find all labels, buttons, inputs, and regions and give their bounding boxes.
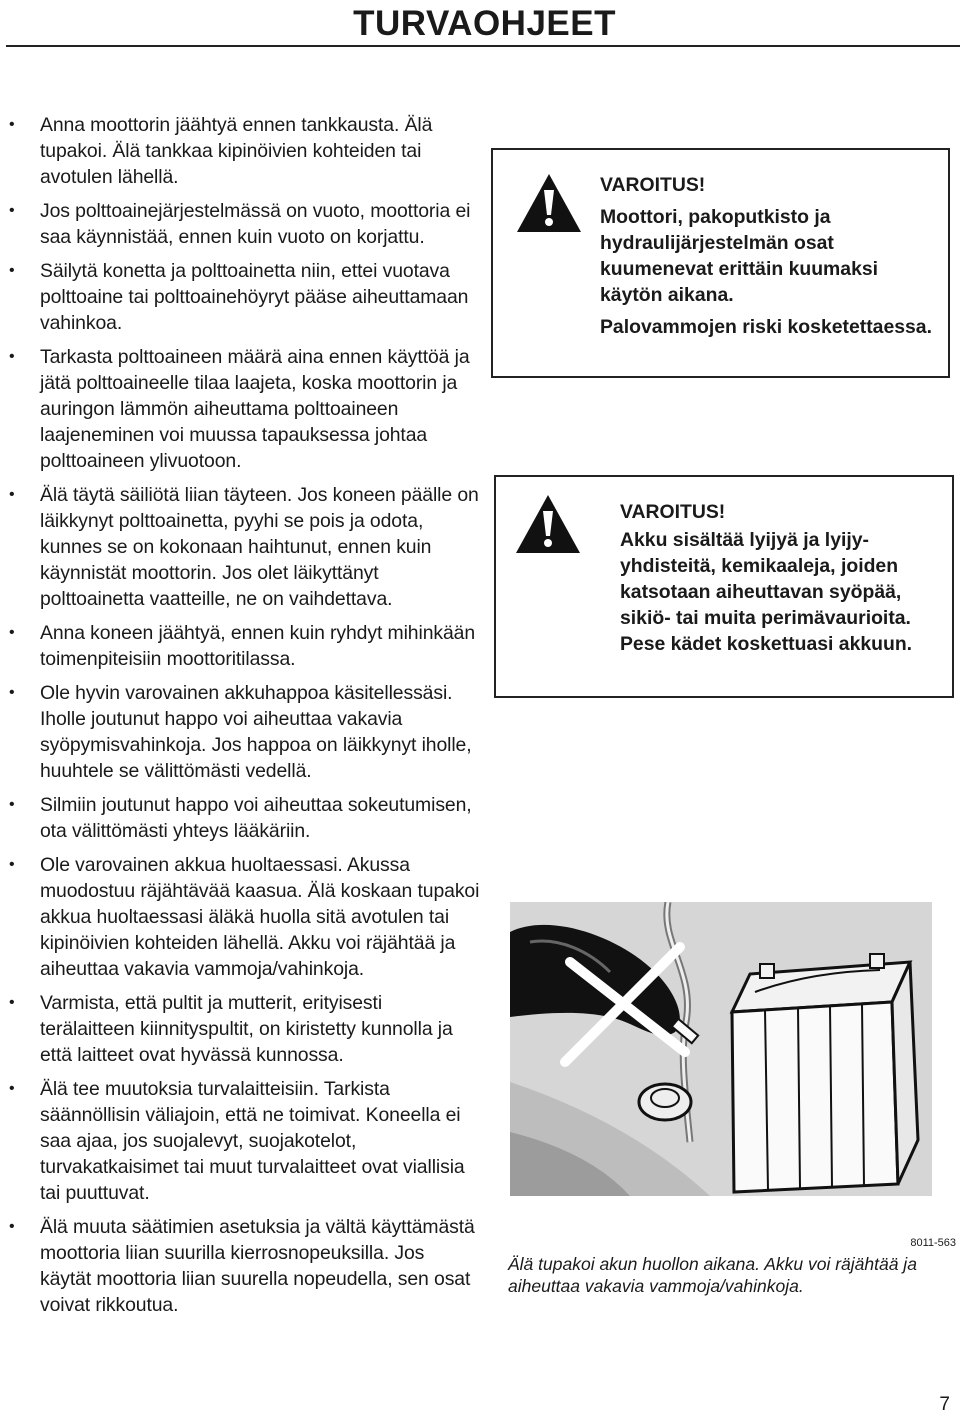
bullet-icon: • (9, 684, 15, 701)
list-item (0, 198, 480, 250)
bullet-icon: • (9, 486, 15, 503)
list-item (0, 792, 480, 844)
title-divider (6, 45, 960, 47)
page-title: TURVAOHJEET (353, 4, 616, 43)
list-item-text: Ole hyvin varovainen akkuhappoa käsitellessäsi. Iholle joutunut happo voi aiheuttaa vakavia syöpymisvahinkoja. Jos happoa on läikkynyt iholle, huuhtele se välittömästi vedellä. (40, 682, 472, 782)
warning-text (620, 499, 945, 657)
bullet-icon: • (9, 262, 15, 279)
list-item-text: Älä muuta säätimien asetuksia ja vältä käyttämästä moottoria liian suurilla kierrosnopeuksilla. Jos käytät moottoria liian suurella nopeudella, sen osat voivat rikkoutua. (40, 1216, 475, 1316)
warning-message: Akku sisältää lyijyä ja lyijy-yhdisteitä, kemikaaleja, joiden katsotaan aiheuttavan syöpää, sikiö- tai muita perimävaurioita. Pese kädet koskettuasi akkuun. (620, 529, 913, 655)
bullet-icon: • (9, 348, 15, 365)
warning-triangle-icon (514, 493, 582, 560)
bullet-icon: • (9, 116, 15, 133)
warning-message: Moottori, pakoputkisto ja hydraulijärjestelmän osat kuumenevat erittäin kuumaksi käytön aikana. (600, 206, 879, 306)
list-item-text: Anna koneen jäähtyä, ennen kuin ryhdyt mihinkään toimenpiteisiin moottoritilassa. (40, 622, 476, 670)
warning-heading: VAROITUS! (600, 174, 706, 196)
safety-instructions-list (0, 112, 480, 1326)
list-item (0, 482, 480, 612)
list-item-text: Älä tee muutoksia turvalaitteisiin. Tarkista säännöllisin väliajoin, että ne toimivat. Koneella ei saa ajaa, jos suojalevyt, suojakotelot, turvakatkaisimet tai muut turvalaitteet ovat viallisia tai puuttuvat. (40, 1078, 465, 1204)
warning-message: Palovammojen riski kosketettaessa. (600, 316, 932, 338)
warning-triangle-icon (515, 172, 583, 239)
list-item-text: Säilytä konetta ja polttoainetta niin, ettei vuotava polttoaine tai polttoainehöyryt pääse aiheuttamaan vahinkoa. (40, 260, 469, 334)
bullet-icon: • (9, 202, 15, 219)
page-number: 7 (939, 1394, 950, 1415)
figure-code: 8011-563 (910, 1237, 956, 1249)
bullet-icon: • (9, 994, 15, 1011)
list-item-text: Jos polttoainejärjestelmässä on vuoto, moottoria ei saa käynnistää, ennen kuin vuoto on korjattu. (40, 200, 471, 248)
list-item-text: Silmiin joutunut happo voi aiheuttaa sokeutumisen, ota välittömästi yhteys lääkäriin. (40, 794, 472, 842)
bullet-icon: • (9, 1080, 15, 1097)
list-item (0, 258, 480, 336)
list-item-text: Älä täytä säiliötä liian täyteen. Jos koneen päälle on läikkynyt polttoainetta, pyyhi se pois ja odota, kunnes se on kokonaan haihtunut, ennen kuin käynnistät moottorin. Jos olet läikyttänyt polttoainetta vaatteille, ne on vaihdettava. (40, 484, 479, 610)
list-item (0, 112, 480, 190)
warning-heading: VAROITUS! (620, 501, 726, 523)
list-item (0, 852, 480, 982)
list-item (0, 1214, 480, 1318)
list-item-text: Varmista, että pultit ja mutterit, erityisesti terälaitteen kiinnityspultit, on kiristetty kunnolla ja että laitteet ovat hyvässä kunnossa. (40, 992, 453, 1066)
warning-text (600, 172, 940, 340)
bullet-icon: • (9, 796, 15, 813)
figure-caption: Älä tupakoi akun huollon aikana. Akku voi räjähtää ja aiheuttaa vakavia vammoja/vahinkoja. (508, 1254, 917, 1296)
bullet-icon: • (9, 856, 15, 873)
bullet-icon: • (9, 624, 15, 641)
list-item (0, 620, 480, 672)
list-item (0, 1076, 480, 1206)
list-item-text: Ole varovainen akkua huoltaessasi. Akussa muodostuu räjähtävää kaasua. Älä koskaan tupakoi akkua huoltaessasi äläkä huolla sitä avotulen tai kipinöivien kohteiden lähellä. Akku voi räjähtää ja aiheuttaa vakavia vammoja/vahinkoja. (40, 854, 480, 980)
battery-no-smoking-illustration (510, 902, 932, 1196)
list-item-text: Anna moottorin jäähtyä ennen tankkausta. Älä tupakoi. Älä tankkaa kipinöivien kohteiden tai avotulen lähellä. (40, 114, 433, 188)
warning-box-hot-parts (491, 148, 950, 378)
list-item-text: Tarkasta polttoaineen määrä aina ennen käyttöä ja jätä polttoaineelle tilaa laajeta, koska moottorin ja auringon lämmön aiheuttama polttoaineen laajeneminen voi muussa tapauksessa johtaa polttoaineen ylivuotoon. (40, 346, 470, 472)
bullet-icon: • (9, 1218, 15, 1235)
list-item (0, 344, 480, 474)
list-item (0, 990, 480, 1068)
list-item (0, 680, 480, 784)
warning-box-battery-lead (494, 475, 954, 698)
